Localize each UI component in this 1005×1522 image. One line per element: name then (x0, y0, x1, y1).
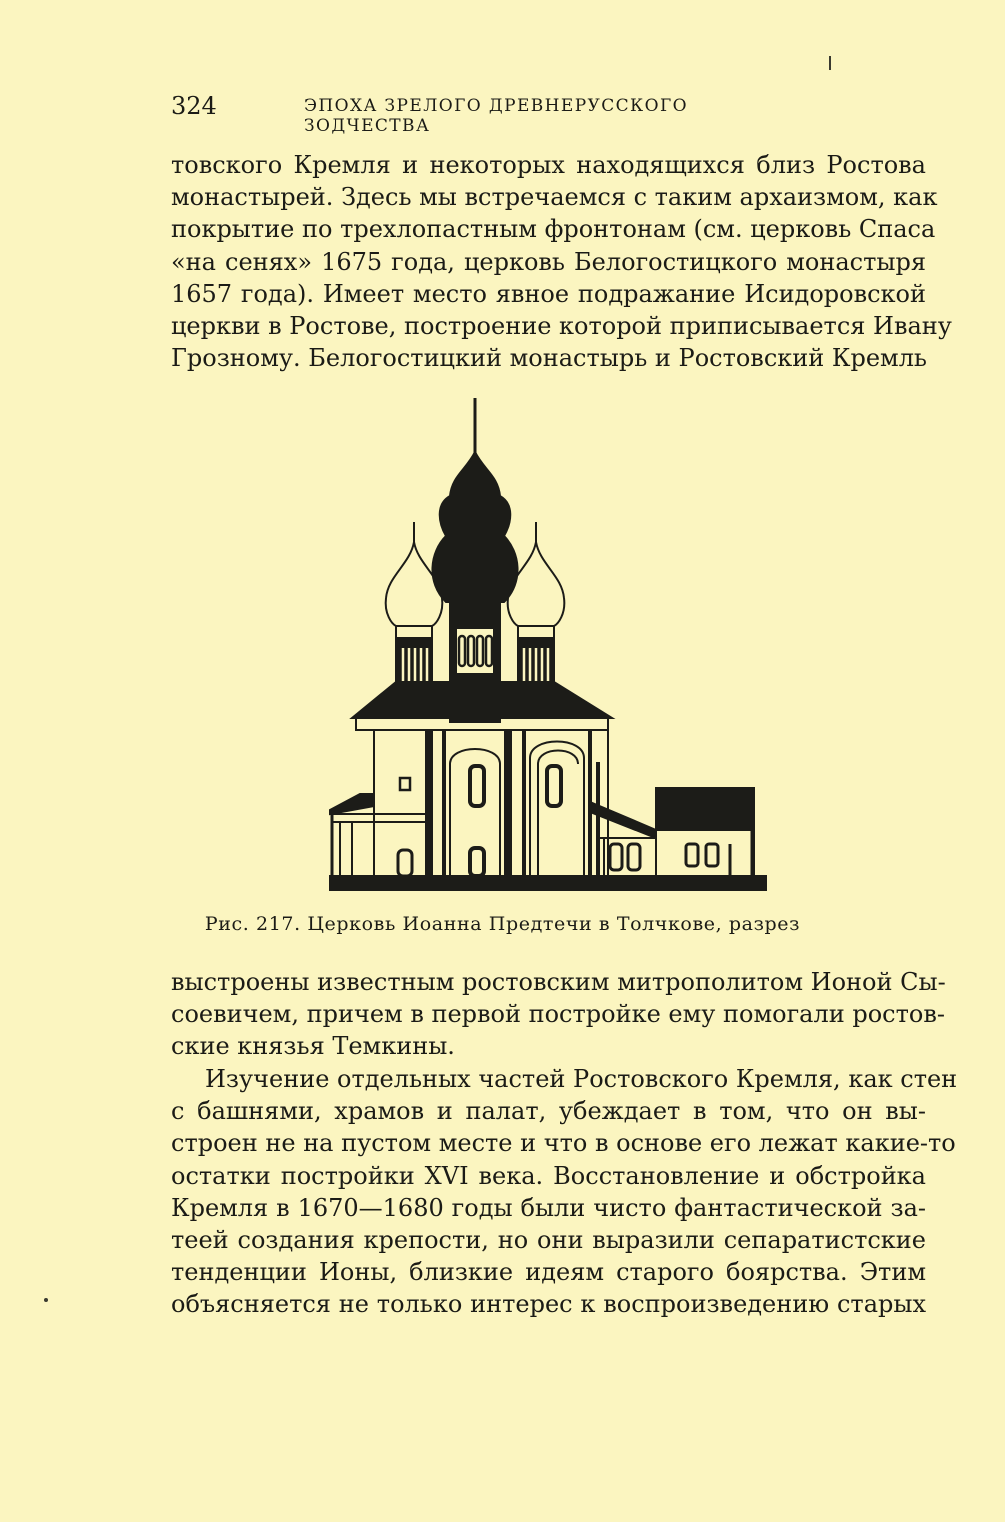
scan-mark (829, 56, 831, 70)
page-header (171, 92, 796, 136)
bottom-paragraph-2 (171, 1063, 958, 1321)
text-line: товского Кремля и некоторых находящихся близ Ростова (171, 151, 926, 179)
scan-mark (44, 1298, 48, 1302)
figure-caption: Рис. 217. Церковь Иоанна Предтечи в Толчкове, разрез (204, 913, 801, 935)
text-line: соевичем, причем в первой постройке ему помогали ростов- (171, 1000, 945, 1029)
text-line: строен не на пустом месте и что в основе его лежат какие-то (171, 1129, 956, 1158)
text-line: тенденции Ионы, близкие идеям старого боярства. Этим (171, 1258, 926, 1287)
text-line: «на сенях» 1675 года, церковь Белогостицкого монастыря (171, 247, 926, 276)
bottom-paragraph-1 (171, 966, 946, 1063)
text-line: ские князья Темкины. (171, 1032, 455, 1061)
text-line: объясняется не только интерес к воспроизведению старых (171, 1290, 926, 1319)
text-line: с башнями, храмов и палат, убеждает в том, что он вы- (171, 1097, 926, 1126)
text-line: покрытие по трехлопастным фронтонам (см. церковь Спаса (171, 215, 936, 244)
text-line: выстроены известным ростовским митрополитом Ионой Сы- (171, 968, 946, 996)
text-line: Грозному. Белогостицкий монастырь и Ростовский Кремль (171, 344, 927, 373)
text-line: теей создания крепости, но они выразили сепаратистские (171, 1225, 926, 1254)
text-line: 1657 года). Имеет место явное подражание Исидоровской (171, 279, 926, 308)
text-line: Кремля в 1670—1680 годы были чисто фантастической за- (171, 1193, 926, 1222)
church-section-drawing (326, 392, 771, 897)
text-line: монастырей. Здесь мы встречаемся с таким архаизмом, как (171, 183, 938, 212)
text-line: остатки постройки XVI века. Восстановление и обстройка (171, 1161, 926, 1190)
text-line: церкви в Ростове, построение которой приписывается Ивану (171, 311, 952, 340)
page-number: 324 (171, 92, 217, 120)
running-title: ЭПОХА ЗРЕЛОГО ДРЕВНЕРУССКОГО ЗОДЧЕСТВА (304, 96, 688, 136)
top-paragraph (171, 149, 952, 374)
text-line: Изучение отдельных частей Ростовского Кремля, как стен (205, 1065, 958, 1093)
